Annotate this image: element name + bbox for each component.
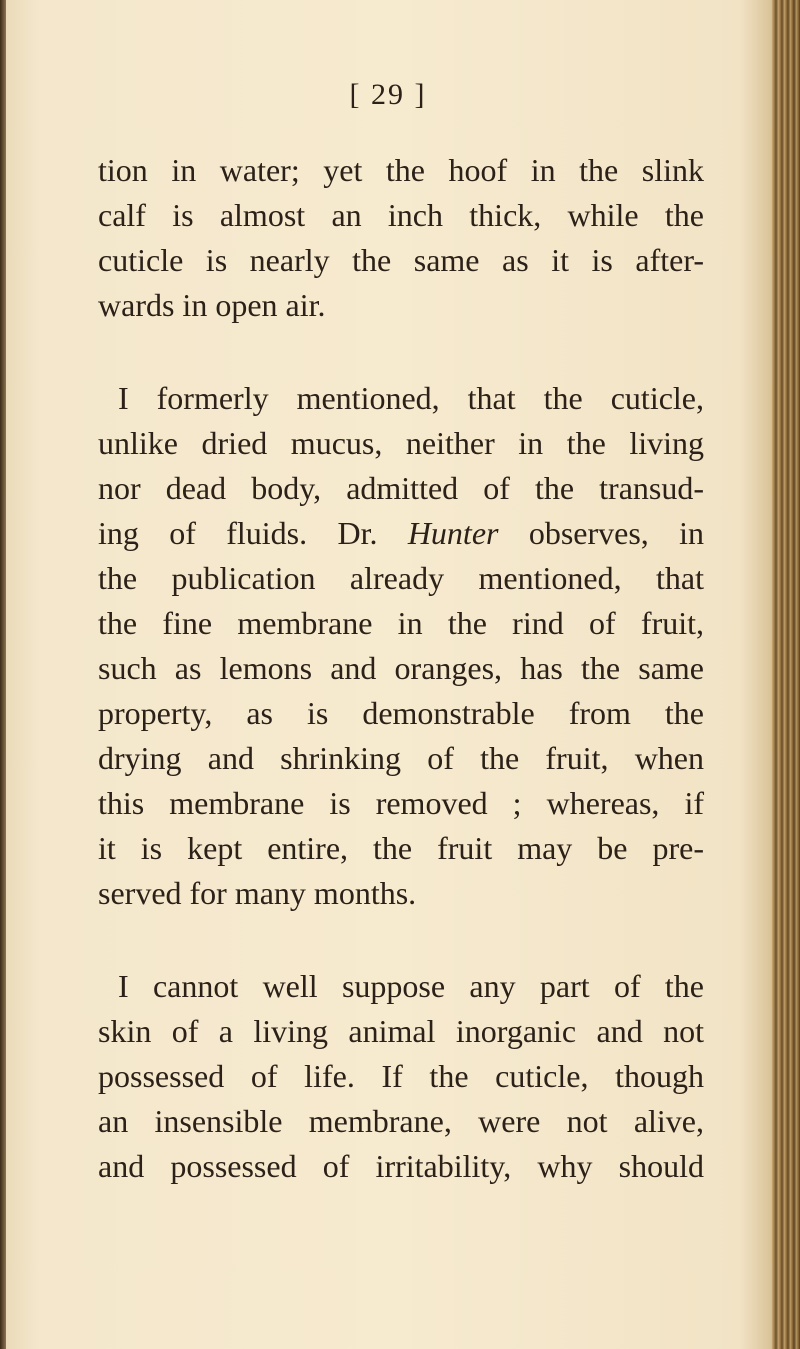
text-line: it is kept entire, the fruit may be pre- — [98, 830, 704, 866]
page-left-edge — [0, 0, 6, 1349]
text-fragment: observes, in — [528, 515, 705, 551]
book-gutter — [772, 0, 800, 1349]
text-line: calf is almost an inch thick, while the — [98, 197, 704, 233]
text-line: skin of a living animal inorganic and not — [98, 1013, 704, 1049]
text-line: drying and shrinking of the fruit, when — [98, 740, 704, 776]
text-line: nor dead body, admitted of the transud- — [98, 470, 704, 506]
text-line: this membrane is removed ; whereas, if — [98, 785, 704, 821]
text-line: tion in water; yet the hoof in the slink — [98, 152, 704, 188]
text-line: property, as is demonstrable from the — [98, 695, 704, 731]
text-line: cuticle is nearly the same as it is after- — [98, 242, 704, 278]
name-prefix: Dr. — [337, 515, 378, 551]
page-body — [98, 148, 704, 1189]
text-line: and possessed of irritability, why should — [98, 1148, 704, 1184]
author-name: Hunter — [407, 515, 499, 551]
text-line: I cannot well suppose any part of the — [118, 968, 704, 1004]
paragraph-gap — [98, 328, 704, 376]
text-line: an insensible membrane, were not alive, — [98, 1103, 704, 1139]
text-line: served for many months. — [98, 875, 417, 911]
text-line: the fine membrane in the rind of fruit, — [98, 605, 704, 641]
page-number: [ 29 ] — [349, 78, 427, 111]
text-line: the publication already mentioned, that — [98, 560, 704, 596]
text-line: unlike dried mucus, neither in the living — [98, 425, 704, 461]
text-fragment: ing of fluids. — [98, 515, 308, 551]
paragraph-gap — [98, 916, 704, 964]
text-line: possessed of life. If the cuticle, though — [98, 1058, 704, 1094]
text-line-with-name — [98, 511, 704, 556]
text-line: such as lemons and oranges, has the same — [98, 650, 704, 686]
text-line: I formerly mentioned, that the cuticle, — [118, 380, 704, 416]
text-line: wards in open air. — [98, 287, 326, 323]
